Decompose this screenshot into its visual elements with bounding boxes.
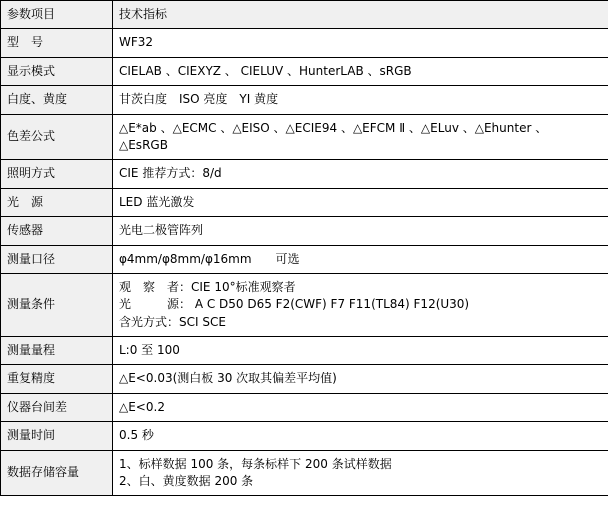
row-label-inter-instrument-error: 仪器台间差 [1, 393, 113, 421]
table-row [1, 160, 608, 188]
value-line: L:0 至 100 [119, 343, 180, 358]
value-line: △EsRGB [119, 137, 168, 152]
table-row [1, 273, 608, 336]
row-label-color-difference-formula: 色差公式 [1, 114, 113, 160]
row-label-aperture: 测量口径 [1, 245, 113, 273]
table-row [1, 245, 608, 273]
row-value-illumination [113, 160, 608, 188]
row-value-whiteness-yellowness [113, 86, 608, 114]
value-line: 1、标样数据 100 条，每条标样下 200 条试样数据 [119, 456, 392, 471]
table-row [1, 57, 608, 85]
table-row [1, 337, 608, 365]
row-label-light-source: 光 源 [1, 188, 113, 216]
table-row [1, 393, 608, 421]
value-line: 光 源： A C D50 D65 F2(CWF) F7 F11(TL84) F12(U30) [119, 297, 470, 312]
row-value-display-mode [113, 57, 608, 85]
row-value-light-source [113, 188, 608, 216]
row-value-inter-instrument-error [113, 393, 608, 421]
value-line: 0.5 秒 [119, 428, 154, 443]
table-row [1, 217, 608, 245]
value-line: 含光方式：SCI SCE [119, 314, 226, 329]
row-label-display-mode: 显示模式 [1, 57, 113, 85]
value-line: 2、白、黄度数据 200 条 [119, 474, 254, 489]
table-row [1, 365, 608, 393]
table-row [1, 86, 608, 114]
value-line: △E<0.2 [119, 399, 165, 414]
table-body [1, 1, 608, 496]
value-line: 光电二极管阵列 [119, 223, 204, 238]
value-line: 观 察 者：CIE 10°标准观察者 [119, 279, 296, 294]
value-line: 甘茨白度 ISO 亮度 YI 黄度 [119, 92, 279, 107]
table-header-row [1, 1, 608, 29]
row-value-measure-conditions [113, 273, 608, 336]
table-row [1, 29, 608, 57]
row-label-measure-range: 测量量程 [1, 337, 113, 365]
table-row [1, 114, 608, 160]
value-line: △E<0.03(测白板 30 次取其偏差平均值) [119, 371, 337, 386]
value-line: φ4mm/φ8mm/φ16mm 可选 [119, 251, 300, 266]
value-line: LED 蓝光激发 [119, 194, 195, 209]
table-row [1, 450, 608, 496]
row-value-measure-range [113, 337, 608, 365]
table-header-value: 技术指标 [113, 1, 608, 29]
row-value-storage-capacity [113, 450, 608, 496]
row-value-repeatability [113, 365, 608, 393]
row-label-sensor: 传感器 [1, 217, 113, 245]
value-line: WF32 [119, 35, 154, 50]
row-label-storage-capacity: 数据存储容量 [1, 450, 113, 496]
row-value-color-difference-formula [113, 114, 608, 160]
row-value-aperture [113, 245, 608, 273]
row-value-measure-time [113, 422, 608, 450]
value-line: △E*ab 、△ECMC 、△EISO 、△ECIE94 、△EFCM Ⅱ 、△ELuv 、△Ehunter 、 [119, 120, 548, 135]
row-label-measure-conditions: 测量条件 [1, 273, 113, 336]
row-label-whiteness-yellowness: 白度、黄度 [1, 86, 113, 114]
row-label-model: 型 号 [1, 29, 113, 57]
table-header-label: 参数项目 [1, 1, 113, 29]
table-row [1, 422, 608, 450]
row-value-sensor [113, 217, 608, 245]
row-value-model [113, 29, 608, 57]
table-row [1, 188, 608, 216]
row-label-illumination: 照明方式 [1, 160, 113, 188]
value-line: CIE 推荐方式：8/d [119, 166, 222, 181]
row-label-repeatability: 重复精度 [1, 365, 113, 393]
row-label-measure-time: 测量时间 [1, 422, 113, 450]
value-line: CIELAB 、CIEXYZ 、 CIELUV 、HunterLAB 、sRGB [119, 63, 412, 78]
